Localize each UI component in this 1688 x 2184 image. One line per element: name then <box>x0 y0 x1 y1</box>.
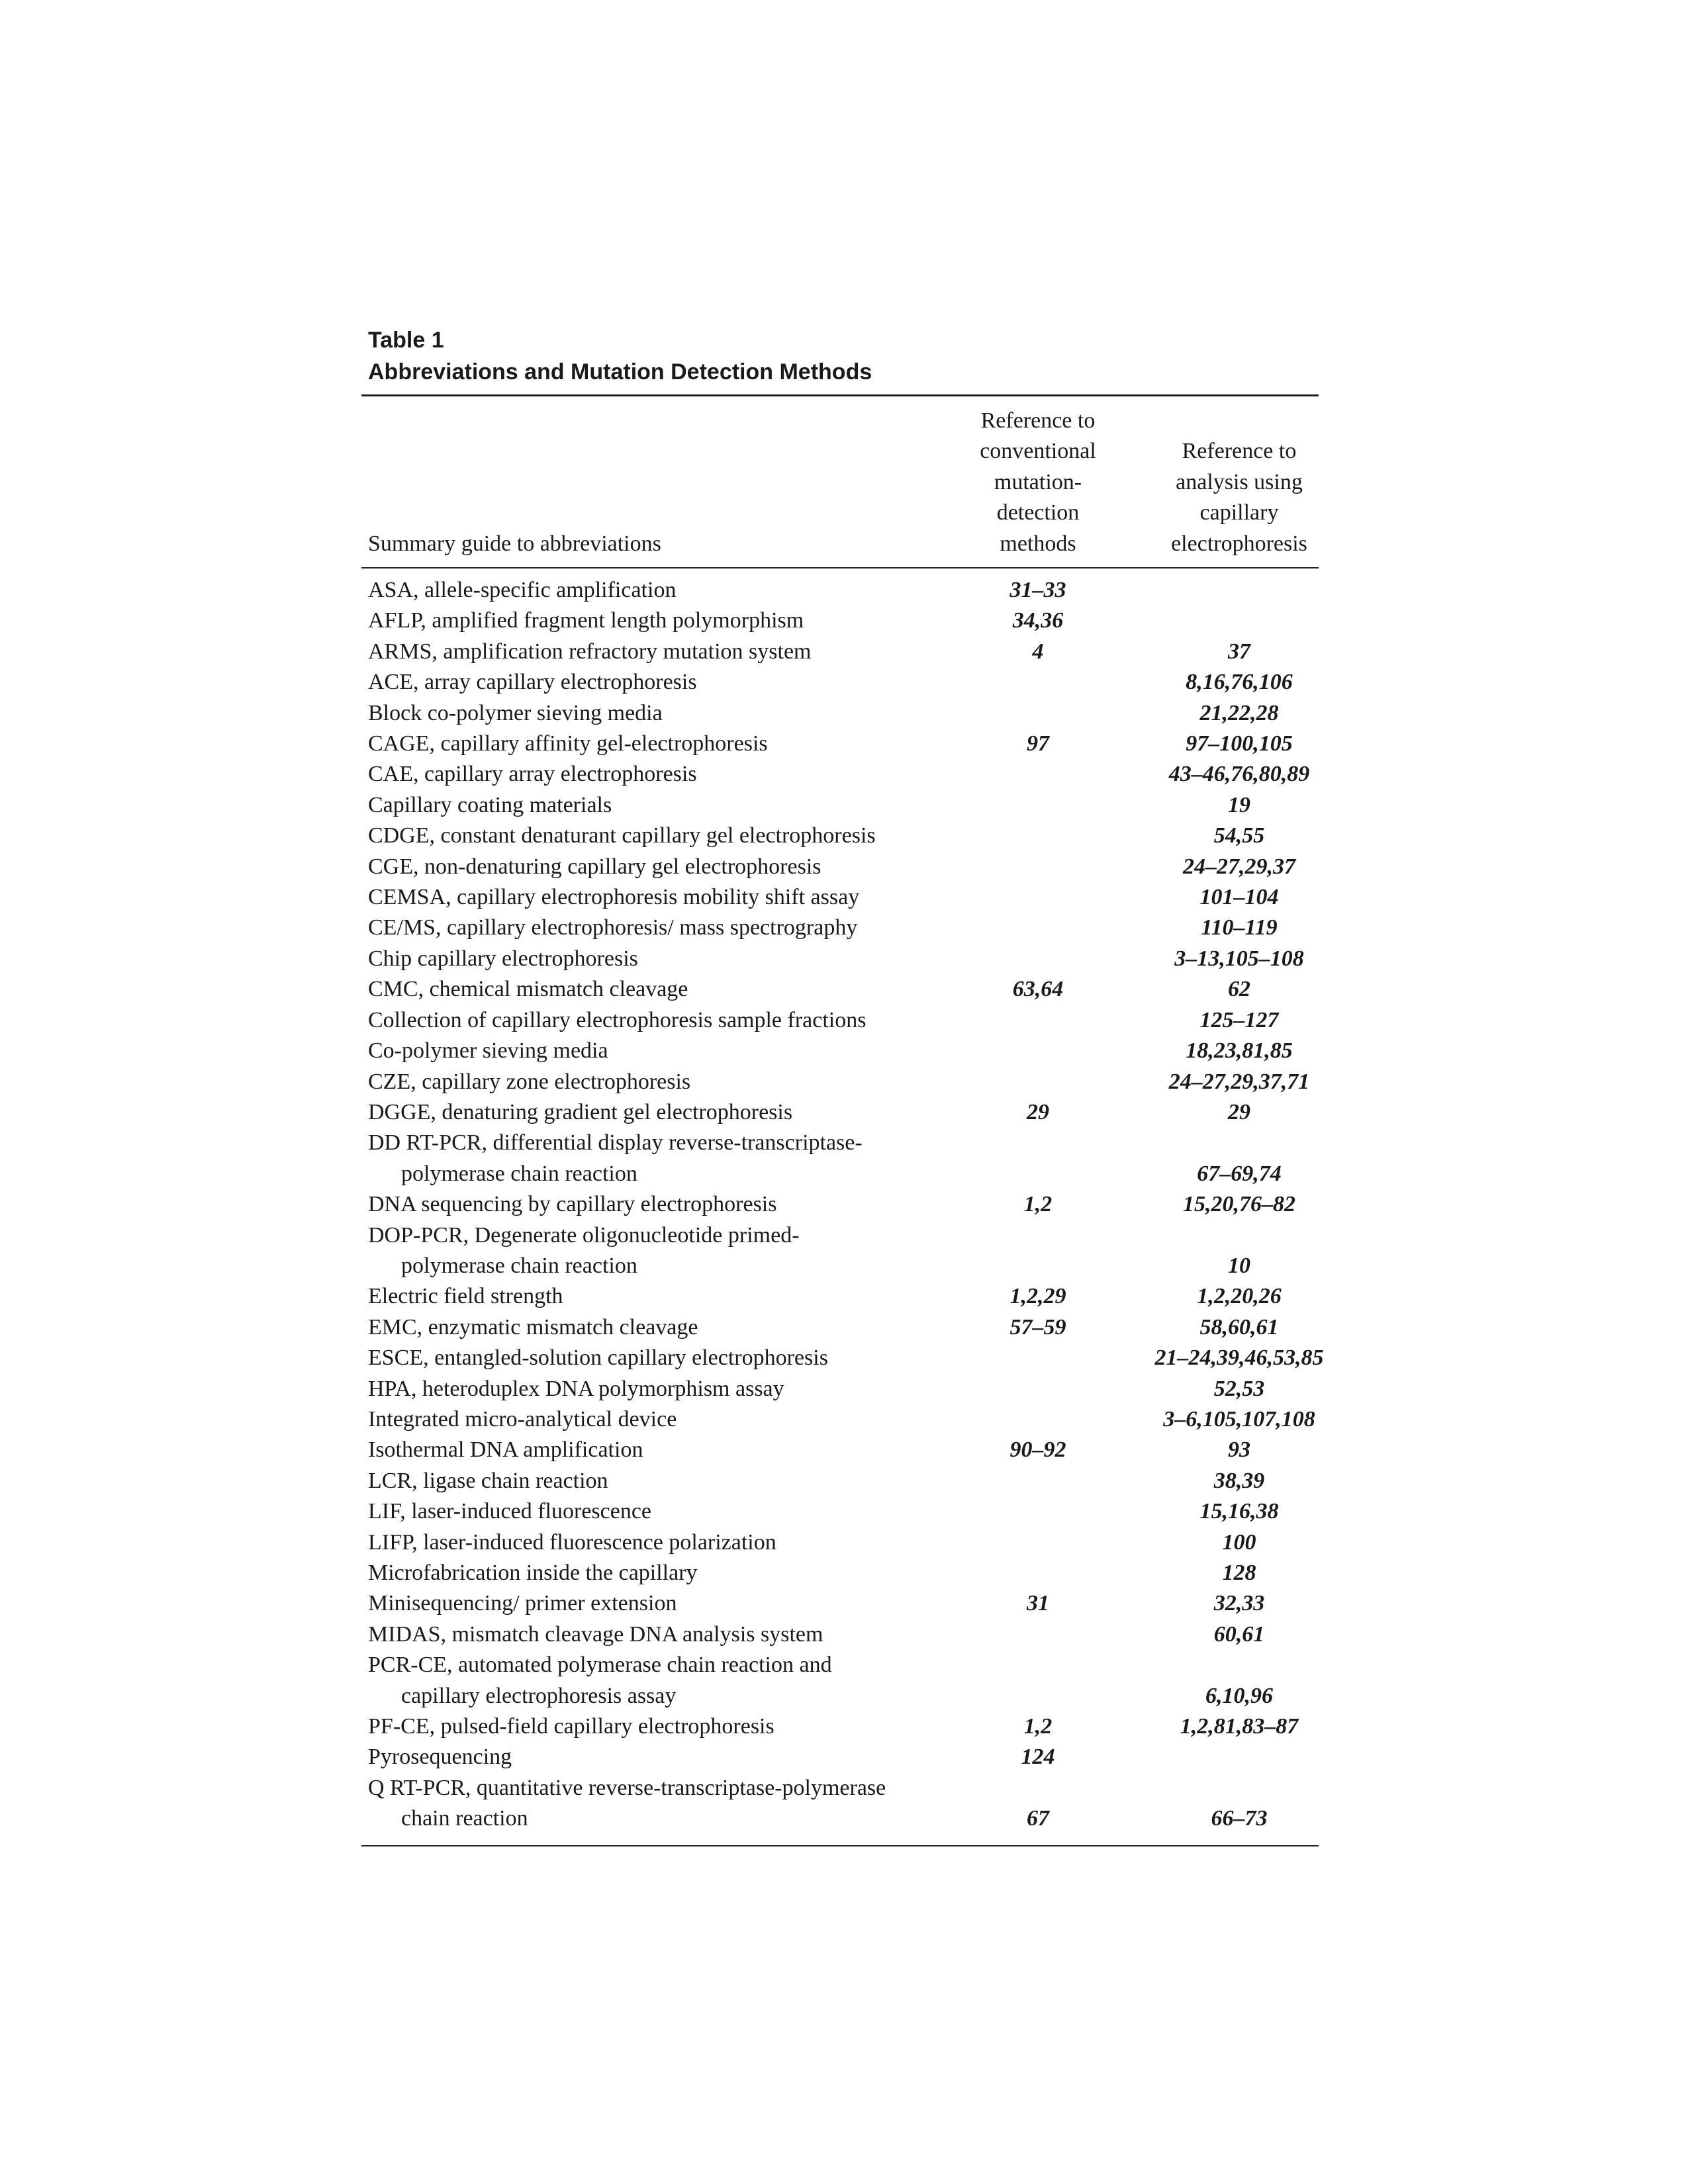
table-header <box>361 396 1328 567</box>
row-conventional-reference: 1,2 <box>1023 1714 1053 1739</box>
row-capillary-reference: 32,33 <box>1213 1591 1265 1616</box>
row-conventional-reference: 31–33 <box>1009 578 1066 602</box>
table-row <box>361 1036 1328 1066</box>
row-abbreviation-text: CEMSA, capillary electrophoresis mobility shift assay <box>368 885 860 910</box>
row-abbreviation-text: CAGE, capillary affinity gel-electrophoresis <box>368 731 768 756</box>
row-capillary-reference: 8,16,76,106 <box>1186 670 1293 695</box>
row-abbreviation-text: Chip capillary electrophoresis <box>368 946 638 971</box>
table-row <box>361 1128 1328 1189</box>
table-row <box>361 606 1328 636</box>
row-abbreviation-text: ESCE, entangled-solution capillary electrophoresis <box>368 1345 828 1371</box>
row-abbreviation-text: DD RT-PCR, differential display reverse-transcriptase- <box>368 1130 863 1156</box>
table-row <box>361 944 1328 974</box>
row-abbreviation-text: CMC, chemical mismatch cleavage <box>368 977 688 1002</box>
table-row <box>361 821 1328 851</box>
row-abbreviation <box>368 1312 990 1343</box>
row-abbreviation-text: CE/MS, capillary electrophoresis/ mass spectrography <box>368 915 858 940</box>
row-abbreviation-text: Integrated micro-analytical device <box>368 1406 677 1432</box>
row-conventional-reference: 34,36 <box>1012 608 1064 633</box>
row-abbreviation-text: HPA, heteroduplex DNA polymorphism assay <box>368 1376 784 1401</box>
table-row <box>361 1711 1328 1742</box>
table-row <box>361 1005 1328 1036</box>
header-summary-guide: Summary guide to abbreviations <box>368 531 661 556</box>
row-capillary-reference: 6,10,96 <box>1205 1683 1273 1708</box>
row-abbreviation <box>368 852 990 882</box>
row-abbreviation <box>368 1281 990 1312</box>
row-capillary-reference: 60,61 <box>1213 1621 1265 1647</box>
row-abbreviation <box>368 1343 990 1373</box>
row-abbreviation-continuation: polymerase chain reaction <box>401 1161 637 1186</box>
row-abbreviation-text: CGE, non-denaturing capillary gel electrophoresis <box>368 854 821 879</box>
row-abbreviation-text: CDGE, constant denaturant capillary gel electrophoresis <box>368 823 876 848</box>
table-row <box>361 698 1328 729</box>
row-abbreviation-continuation: capillary electrophoresis assay <box>401 1683 677 1708</box>
row-abbreviation <box>368 667 990 698</box>
table-row <box>361 790 1328 821</box>
table-row <box>361 1588 1328 1619</box>
row-abbreviation <box>368 1404 990 1435</box>
row-conventional-reference: 4 <box>1032 639 1044 664</box>
row-abbreviation <box>368 944 990 974</box>
row-capillary-reference: 67–69,74 <box>1197 1161 1282 1186</box>
row-abbreviation-text: ACE, array capillary electrophoresis <box>368 670 697 695</box>
row-capillary-reference: 110–119 <box>1201 915 1278 940</box>
row-abbreviation <box>368 575 990 606</box>
row-abbreviation <box>368 759 990 790</box>
row-abbreviation-continuation: polymerase chain reaction <box>401 1253 637 1278</box>
row-abbreviation <box>368 606 990 636</box>
row-capillary-reference: 29 <box>1228 1099 1250 1124</box>
row-abbreviation <box>368 821 990 851</box>
table-row <box>361 1097 1328 1128</box>
row-capillary-reference: 10 <box>1228 1253 1250 1278</box>
row-capillary-reference: 24–27,29,37 <box>1183 854 1295 879</box>
row-conventional-reference: 97 <box>1027 731 1049 756</box>
row-abbreviation-text: MIDAS, mismatch cleavage DNA analysis system <box>368 1621 823 1647</box>
row-capillary-reference: 15,16,38 <box>1199 1499 1279 1524</box>
row-abbreviation-text: CZE, capillary zone electrophoresis <box>368 1069 691 1094</box>
row-abbreviation <box>368 1588 990 1619</box>
row-abbreviation <box>368 913 990 943</box>
table-row <box>361 667 1328 698</box>
row-capillary-reference: 21,22,28 <box>1199 700 1279 725</box>
table-row <box>361 1435 1328 1465</box>
table-row <box>361 729 1328 759</box>
row-capillary-reference: 1,2,20,26 <box>1197 1284 1282 1309</box>
row-abbreviation-text: Q RT-PCR, quantitative reverse-transcriptase-polymerase <box>368 1775 886 1800</box>
row-abbreviation <box>368 1220 990 1282</box>
header-capillary-reference: Reference to analysis using capillary electrophoresis <box>1171 439 1307 556</box>
row-abbreviation-text: Pyrosequencing <box>368 1745 512 1770</box>
row-capillary-reference: 125–127 <box>1199 1007 1279 1032</box>
table-row <box>361 913 1328 943</box>
row-capillary-reference: 43–46,76,80,89 <box>1168 762 1310 787</box>
row-capillary-reference: 62 <box>1228 977 1250 1002</box>
row-capillary-reference: 58,60,61 <box>1199 1314 1279 1340</box>
row-abbreviation <box>368 1005 990 1036</box>
row-abbreviation-text: DNA sequencing by capillary electrophoresis <box>368 1192 777 1217</box>
row-conventional-reference: 1,2,29 <box>1009 1284 1066 1309</box>
row-abbreviation-text: Co-polymer sieving media <box>368 1038 608 1064</box>
row-capillary-reference: 54,55 <box>1213 823 1265 848</box>
row-capillary-reference: 24–27,29,37,71 <box>1168 1069 1310 1094</box>
table-row <box>361 1466 1328 1496</box>
row-conventional-reference: 57–59 <box>1009 1314 1066 1340</box>
row-abbreviation-text: LIF, laser-induced fluorescence <box>368 1499 652 1524</box>
table-row <box>361 1220 1328 1282</box>
table-row <box>361 1558 1328 1588</box>
table-row <box>361 1496 1328 1527</box>
row-abbreviation <box>368 974 990 1005</box>
row-abbreviation-text: Electric field strength <box>368 1284 563 1309</box>
row-capillary-reference: 3–6,105,107,108 <box>1163 1406 1315 1432</box>
table-row <box>361 1374 1328 1404</box>
row-capillary-reference: 15,20,76–82 <box>1183 1192 1295 1217</box>
row-abbreviation-text: CAE, capillary array electrophoresis <box>368 762 697 787</box>
table-caption <box>368 324 1328 388</box>
table-row <box>361 1067 1328 1097</box>
table-row <box>361 1742 1328 1772</box>
row-capillary-reference: 66–73 <box>1211 1806 1268 1831</box>
row-abbreviation <box>368 637 990 667</box>
row-capillary-reference: 1,2,81,83–87 <box>1180 1714 1299 1739</box>
row-capillary-reference: 100 <box>1222 1529 1256 1555</box>
row-conventional-reference: 67 <box>1027 1806 1049 1831</box>
table-row <box>361 1773 1328 1835</box>
row-conventional-reference: 31 <box>1027 1591 1049 1616</box>
row-capillary-reference: 19 <box>1228 792 1250 817</box>
row-abbreviation-text: DGGE, denaturing gradient gel electrophoresis <box>368 1099 793 1124</box>
row-capillary-reference: 38,39 <box>1213 1468 1265 1493</box>
document-page <box>361 324 1328 1846</box>
row-abbreviation-text: EMC, enzymatic mismatch cleavage <box>368 1314 698 1340</box>
row-capillary-reference: 101–104 <box>1199 885 1279 910</box>
row-capillary-reference: 18,23,81,85 <box>1186 1038 1293 1064</box>
row-capillary-reference: 3–13,105–108 <box>1174 946 1304 971</box>
row-abbreviation <box>368 1773 990 1835</box>
table-row <box>361 1404 1328 1435</box>
row-abbreviation <box>368 1650 990 1711</box>
table-row <box>361 882 1328 913</box>
table-row <box>361 1189 1328 1220</box>
row-abbreviation <box>368 1128 990 1189</box>
table-row <box>361 1343 1328 1373</box>
row-conventional-reference: 124 <box>1021 1745 1055 1770</box>
row-abbreviation <box>368 729 990 759</box>
row-abbreviation-text: PF-CE, pulsed-field capillary electrophoresis <box>368 1714 774 1739</box>
row-abbreviation-text: AFLP, amplified fragment length polymorphism <box>368 608 804 633</box>
table-row <box>361 1281 1328 1312</box>
row-abbreviation-text: ASA, allele-specific amplification <box>368 578 677 602</box>
row-abbreviation <box>368 698 990 729</box>
table-title: Abbreviations and Mutation Detection Methods <box>368 359 872 385</box>
row-capillary-reference: 93 <box>1228 1437 1250 1463</box>
table-row <box>361 1650 1328 1711</box>
table-number: Table 1 <box>368 328 444 353</box>
row-abbreviation-text: Isothermal DNA amplification <box>368 1437 643 1463</box>
row-conventional-reference: 90–92 <box>1009 1437 1066 1463</box>
row-abbreviation-text: Capillary coating materials <box>368 792 612 817</box>
row-abbreviation <box>368 1067 990 1097</box>
bottom-rule <box>361 1845 1319 1846</box>
row-abbreviation-text: DOP-PCR, Degenerate oligonucleotide primed- <box>368 1222 800 1248</box>
table-row <box>361 1312 1328 1343</box>
row-abbreviation <box>368 790 990 821</box>
table-row <box>361 575 1328 606</box>
row-abbreviation-text: Microfabrication inside the capillary <box>368 1561 698 1585</box>
row-abbreviation-text: Block co-polymer sieving media <box>368 700 663 725</box>
table-row <box>361 637 1328 667</box>
row-abbreviation <box>368 1374 990 1404</box>
row-abbreviation <box>368 1097 990 1128</box>
row-abbreviation-text: Collection of capillary electrophoresis sample fractions <box>368 1007 867 1032</box>
row-abbreviation <box>368 1466 990 1496</box>
row-capillary-reference: 21–24,39,46,53,85 <box>1154 1345 1324 1371</box>
row-abbreviation-text: ARMS, amplification refractory mutation system <box>368 639 812 664</box>
table-row <box>361 759 1328 790</box>
table-row <box>361 852 1328 882</box>
table-row <box>361 1527 1328 1558</box>
row-capillary-reference: 128 <box>1222 1561 1256 1585</box>
row-abbreviation <box>368 1435 990 1465</box>
row-capillary-reference: 97–100,105 <box>1186 731 1293 756</box>
row-capillary-reference: 52,53 <box>1213 1376 1265 1401</box>
row-conventional-reference: 1,2 <box>1023 1192 1053 1217</box>
row-abbreviation <box>368 1558 990 1588</box>
row-conventional-reference: 63,64 <box>1012 977 1064 1002</box>
table-row <box>361 1619 1328 1650</box>
row-abbreviation-continuation: chain reaction <box>401 1806 528 1831</box>
row-abbreviation-text: LCR, ligase chain reaction <box>368 1468 608 1493</box>
row-abbreviation <box>368 1619 990 1650</box>
row-abbreviation <box>368 1711 990 1742</box>
row-abbreviation <box>368 1742 990 1772</box>
row-abbreviation-text: LIFP, laser-induced fluorescence polarization <box>368 1529 776 1555</box>
row-abbreviation <box>368 1036 990 1066</box>
table-body <box>361 569 1328 1835</box>
row-conventional-reference: 29 <box>1027 1099 1049 1124</box>
row-capillary-reference: 37 <box>1228 639 1250 664</box>
row-abbreviation <box>368 1527 990 1558</box>
row-abbreviation <box>368 882 990 913</box>
table-row <box>361 974 1328 1005</box>
row-abbreviation-text: PCR-CE, automated polymerase chain reaction and <box>368 1653 832 1678</box>
header-conventional-reference: Reference to conventional mutation- detection methods <box>980 408 1096 556</box>
row-abbreviation <box>368 1189 990 1220</box>
row-abbreviation-text: Minisequencing/ primer extension <box>368 1591 677 1616</box>
row-abbreviation <box>368 1496 990 1527</box>
